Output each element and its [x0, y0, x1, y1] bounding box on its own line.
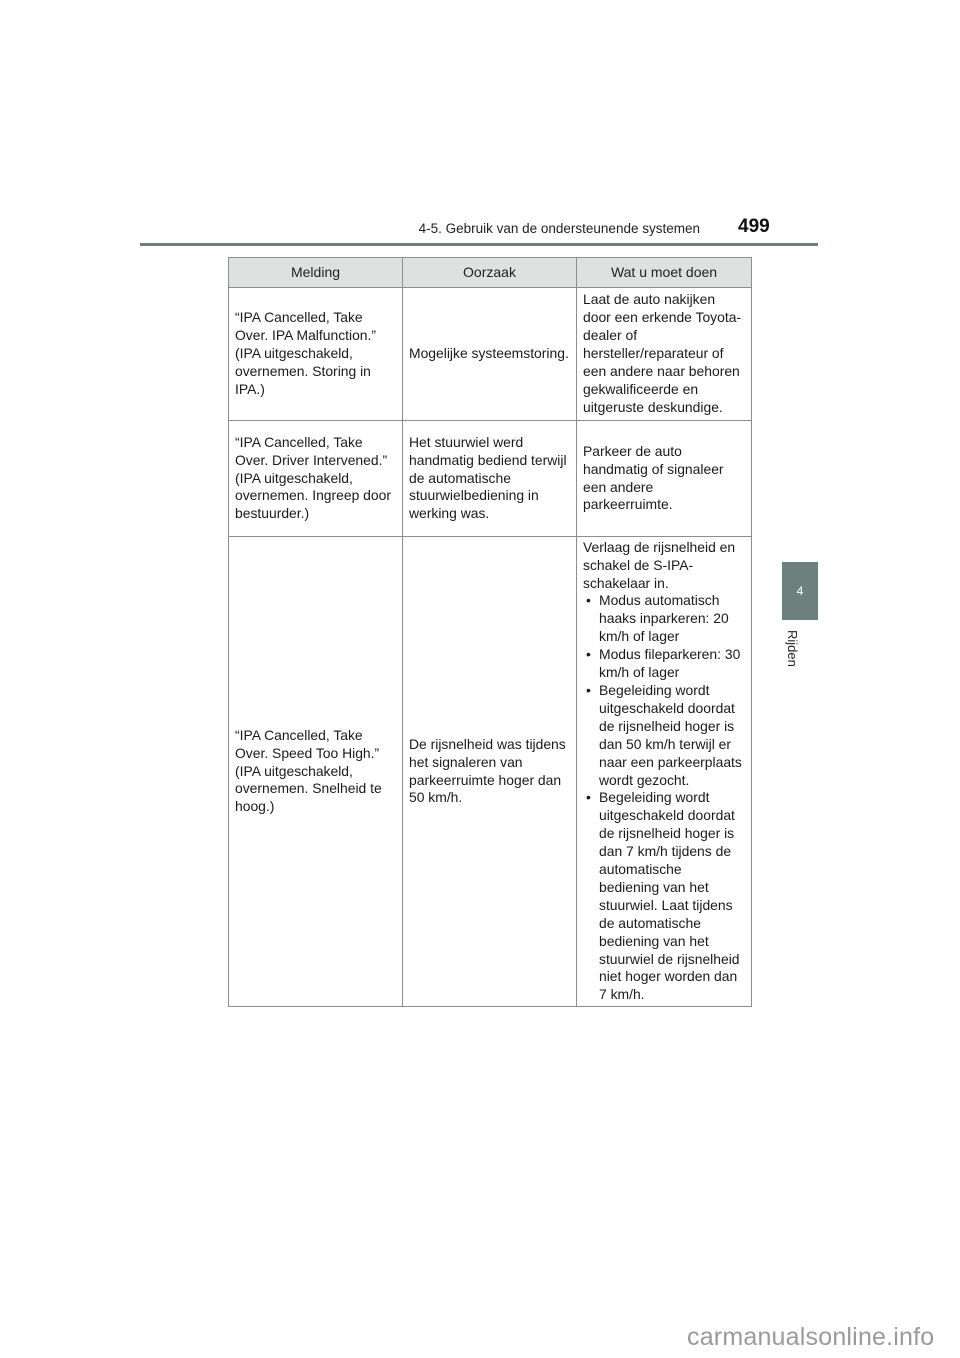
cell-actie: Parkeer de auto handmatig of signaleer een andere parkeerruimte.	[577, 421, 752, 537]
table-row	[229, 421, 752, 537]
cell-actie	[577, 537, 752, 1007]
column-header-melding: Melding	[229, 258, 403, 288]
column-header-actie: Wat u moet doen	[577, 258, 752, 288]
chapter-label: Rijden	[785, 630, 800, 667]
cell-oorzaak: De rijsnelheid was tijdens het signaleren van parkeerruimte hoger dan 50 km/h.	[403, 537, 577, 1007]
cell-actie: Laat de auto nakijken door een erkende Toyota-dealer of hersteller/reparateur of een andere naar behoren gekwalificeerde en uitgeruste deskundige.	[577, 288, 752, 421]
watermark: carmanualsonline.info	[687, 1323, 935, 1351]
cell-oorzaak: Mogelijke systeemstoring.	[403, 288, 577, 421]
action-bullet: • Begeleiding wordt uitgeschakeld doordat de rijsnelheid hoger is dan 7 km/h tijdens de automatische bediening van het stuurwiel. Laat tijdens de automatische bediening van het stuurwiel de rijsnelheid niet hoger worden dan 7 km/h.	[583, 789, 745, 1004]
page-number: 499	[738, 216, 770, 237]
message-table	[228, 257, 752, 1007]
cell-melding: “IPA Cancelled, Take Over. Driver Intervened.” (IPA uitgeschakeld, overnemen. Ingreep door bestuurder.)	[229, 421, 403, 537]
chapter-tab	[782, 562, 818, 620]
action-bullet: • Modus automatisch haaks inparkeren: 20 km/h of lager	[583, 592, 745, 646]
cell-oorzaak: Het stuurwiel werd handmatig bediend terwijl de automatische stuurwielbediening in werking was.	[403, 421, 577, 537]
action-intro: Verlaag de rijsnelheid en schakel de S-IPA-schakelaar in.	[583, 538, 736, 591]
section-title: 4-5. Gebruik van de ondersteunende systemen	[418, 221, 700, 236]
table-row	[229, 537, 752, 1007]
cell-melding: “IPA Cancelled, Take Over. Speed Too High.” (IPA uitgeschakeld, overnemen. Snelheid te hoog.)	[229, 537, 403, 1007]
cell-melding: “IPA Cancelled, Take Over. IPA Malfunction.” (IPA uitgeschakeld, overnemen. Storing in IPA.)	[229, 288, 403, 421]
chapter-number: 4	[796, 584, 804, 598]
action-bullet: • Begeleiding wordt uitgeschakeld doordat de rijsnelheid hoger is dan 50 km/h terwijl er naar een parkeerplaats wordt gezocht.	[583, 682, 745, 789]
action-bullet: • Modus fileparkeren: 30 km/h of lager	[583, 646, 745, 682]
header-divider	[140, 243, 818, 246]
table-header-row	[229, 258, 752, 288]
action-bullet-list	[583, 592, 745, 1004]
column-header-oorzaak: Oorzaak	[403, 258, 577, 288]
table-row	[229, 288, 752, 421]
